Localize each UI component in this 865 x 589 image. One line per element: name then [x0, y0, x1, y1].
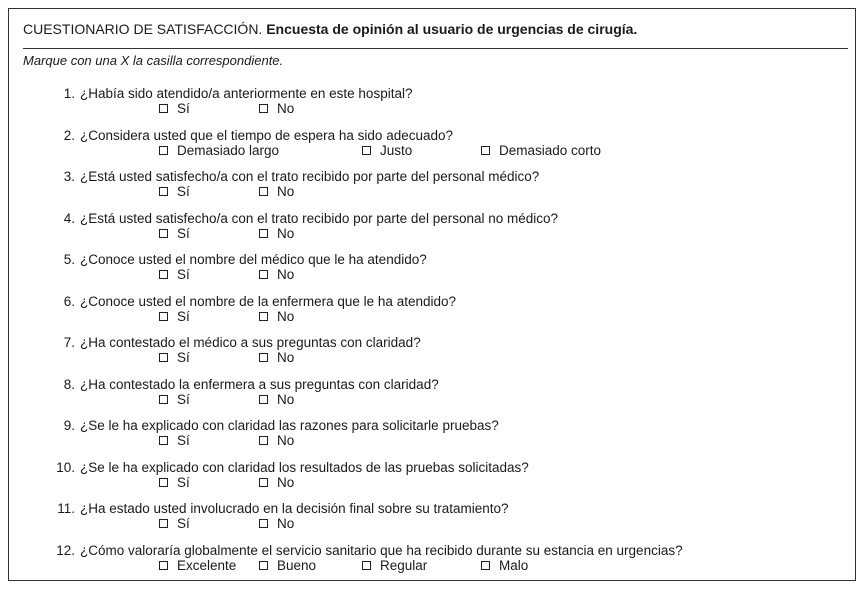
option-label: Sí: [177, 267, 190, 282]
question-item: [49, 128, 849, 168]
question-text: ¿Conoce usted el nombre del médico que le ha atendido?: [80, 252, 427, 267]
question-number: 11.: [57, 501, 75, 516]
question-number: 9.: [63, 418, 75, 433]
checkbox[interactable]: [159, 561, 168, 570]
question-number: 12.: [56, 543, 75, 558]
question-number: 8.: [63, 377, 75, 392]
checkbox[interactable]: [362, 561, 371, 570]
question-number: 7.: [63, 335, 75, 350]
checkbox[interactable]: [159, 104, 168, 113]
title-bold: Encuesta de opinión al usuario de urgencias de cirugía.: [266, 21, 638, 37]
option-label: Sí: [177, 350, 190, 365]
page-title: [23, 21, 637, 37]
answer-option[interactable]: [159, 475, 190, 490]
question-text: ¿Se le ha explicado con claridad las razones para solicitarle pruebas?: [80, 418, 499, 433]
option-label: Sí: [177, 475, 190, 490]
option-label: Excelente: [177, 558, 237, 573]
checkbox[interactable]: [259, 312, 268, 321]
answer-option[interactable]: [159, 558, 236, 573]
question-number: 3.: [63, 169, 75, 184]
checkbox[interactable]: [159, 312, 168, 321]
checkbox[interactable]: [159, 519, 168, 528]
answer-option[interactable]: [159, 226, 190, 241]
checkbox[interactable]: [159, 229, 168, 238]
question-item: [49, 418, 849, 458]
question-item: [49, 501, 849, 541]
checkbox[interactable]: [481, 146, 490, 155]
option-label: No: [277, 226, 295, 241]
question-text: ¿Considera usted que el tiempo de espera ha sido adecuado?: [80, 128, 454, 143]
checkbox[interactable]: [159, 395, 168, 404]
answer-option[interactable]: [481, 558, 528, 573]
option-label: Sí: [177, 101, 190, 116]
option-label: Demasiado largo: [177, 143, 280, 158]
answer-option[interactable]: [259, 309, 294, 324]
option-label: No: [277, 433, 295, 448]
option-label: No: [277, 475, 295, 490]
answer-option[interactable]: [259, 184, 294, 199]
question-item: [49, 252, 849, 292]
option-label: Justo: [380, 143, 413, 158]
answer-option[interactable]: [259, 392, 294, 407]
answer-option[interactable]: [159, 392, 190, 407]
option-label: No: [277, 516, 295, 531]
question-text: ¿Está usted satisfecho/a con el trato recibido por parte del personal médico?: [80, 169, 540, 184]
answer-option[interactable]: [259, 433, 294, 448]
option-label: No: [277, 184, 295, 199]
question-text: ¿Ha contestado la enfermera a sus preguntas con claridad?: [80, 377, 439, 392]
checkbox[interactable]: [481, 561, 490, 570]
option-label: No: [277, 392, 295, 407]
question-item: [49, 86, 849, 126]
answer-option[interactable]: [159, 516, 190, 531]
option-label: Bueno: [277, 558, 317, 573]
answer-option[interactable]: [259, 475, 294, 490]
answer-option[interactable]: [159, 267, 190, 282]
option-label: No: [277, 267, 295, 282]
checkbox[interactable]: [159, 146, 168, 155]
checkbox[interactable]: [259, 187, 268, 196]
question-item: [49, 294, 849, 334]
checkbox[interactable]: [259, 478, 268, 487]
checkbox[interactable]: [259, 561, 268, 570]
question-number: 2.: [63, 128, 75, 143]
answer-option[interactable]: [159, 101, 190, 116]
question-text: ¿Cómo valoraría globalmente el servicio sanitario que ha recibido durante su estancia en urgencias?: [80, 543, 683, 558]
checkbox[interactable]: [259, 104, 268, 113]
checkbox[interactable]: [259, 519, 268, 528]
question-item: [49, 377, 849, 417]
option-label: No: [277, 101, 295, 116]
checkbox[interactable]: [362, 146, 371, 155]
question-item: [49, 169, 849, 209]
option-label: No: [277, 350, 295, 365]
answer-option[interactable]: [259, 516, 294, 531]
question-item: [49, 460, 849, 500]
checkbox[interactable]: [159, 187, 168, 196]
answer-option[interactable]: [362, 558, 427, 573]
question-text: ¿Había sido atendido/a anteriormente en este hospital?: [80, 86, 413, 101]
checkbox[interactable]: [259, 436, 268, 445]
checkbox[interactable]: [259, 395, 268, 404]
checkbox[interactable]: [259, 229, 268, 238]
question-number: 5.: [63, 252, 75, 267]
question-number: 6.: [63, 294, 75, 309]
checkbox[interactable]: [259, 270, 268, 279]
option-label: Sí: [177, 184, 190, 199]
checkbox[interactable]: [259, 353, 268, 362]
checkbox[interactable]: [159, 270, 168, 279]
answer-option[interactable]: [159, 184, 190, 199]
checkbox[interactable]: [159, 436, 168, 445]
option-label: Demasiado corto: [499, 143, 602, 158]
answer-option[interactable]: [259, 101, 294, 116]
answer-option[interactable]: [159, 309, 190, 324]
checkbox[interactable]: [159, 478, 168, 487]
option-label: Malo: [499, 558, 529, 573]
questionnaire-frame: [8, 8, 856, 581]
question-number: 10.: [56, 460, 75, 475]
option-label: Sí: [177, 433, 190, 448]
answer-option[interactable]: [481, 143, 601, 158]
question-item: [49, 335, 849, 375]
question-text: ¿Ha estado usted involucrado en la decisión final sobre su tratamiento?: [80, 501, 509, 516]
answer-option[interactable]: [259, 350, 294, 365]
answer-option[interactable]: [259, 226, 294, 241]
option-label: No: [277, 309, 295, 324]
option-label: Sí: [177, 516, 190, 531]
answer-option[interactable]: [259, 558, 316, 573]
question-text: ¿Está usted satisfecho/a con el trato recibido por parte del personal no médico?: [80, 211, 559, 226]
question-item: [49, 543, 849, 583]
answer-option[interactable]: [159, 433, 190, 448]
checkbox[interactable]: [159, 353, 168, 362]
answer-option[interactable]: [159, 143, 279, 158]
question-number: 4.: [63, 211, 75, 226]
option-label: Sí: [177, 392, 190, 407]
question-number: 1.: [63, 86, 75, 101]
question-text: ¿Conoce usted el nombre de la enfermera que le ha atendido?: [80, 294, 456, 309]
question-item: [49, 211, 849, 251]
question-text: ¿Se le ha explicado con claridad los resultados de las pruebas solicitadas?: [80, 460, 529, 475]
answer-option[interactable]: [362, 143, 412, 158]
instructions: Marque con una X la casilla correspondiente.: [23, 53, 284, 68]
answer-option[interactable]: [159, 350, 190, 365]
title-divider: [23, 48, 848, 49]
option-label: Regular: [380, 558, 428, 573]
option-label: Sí: [177, 309, 190, 324]
title-plain: CUESTIONARIO DE SATISFACCIÓN.: [23, 21, 263, 37]
answer-option[interactable]: [259, 267, 294, 282]
option-label: Sí: [177, 226, 190, 241]
question-text: ¿Ha contestado el médico a sus preguntas con claridad?: [80, 335, 421, 350]
